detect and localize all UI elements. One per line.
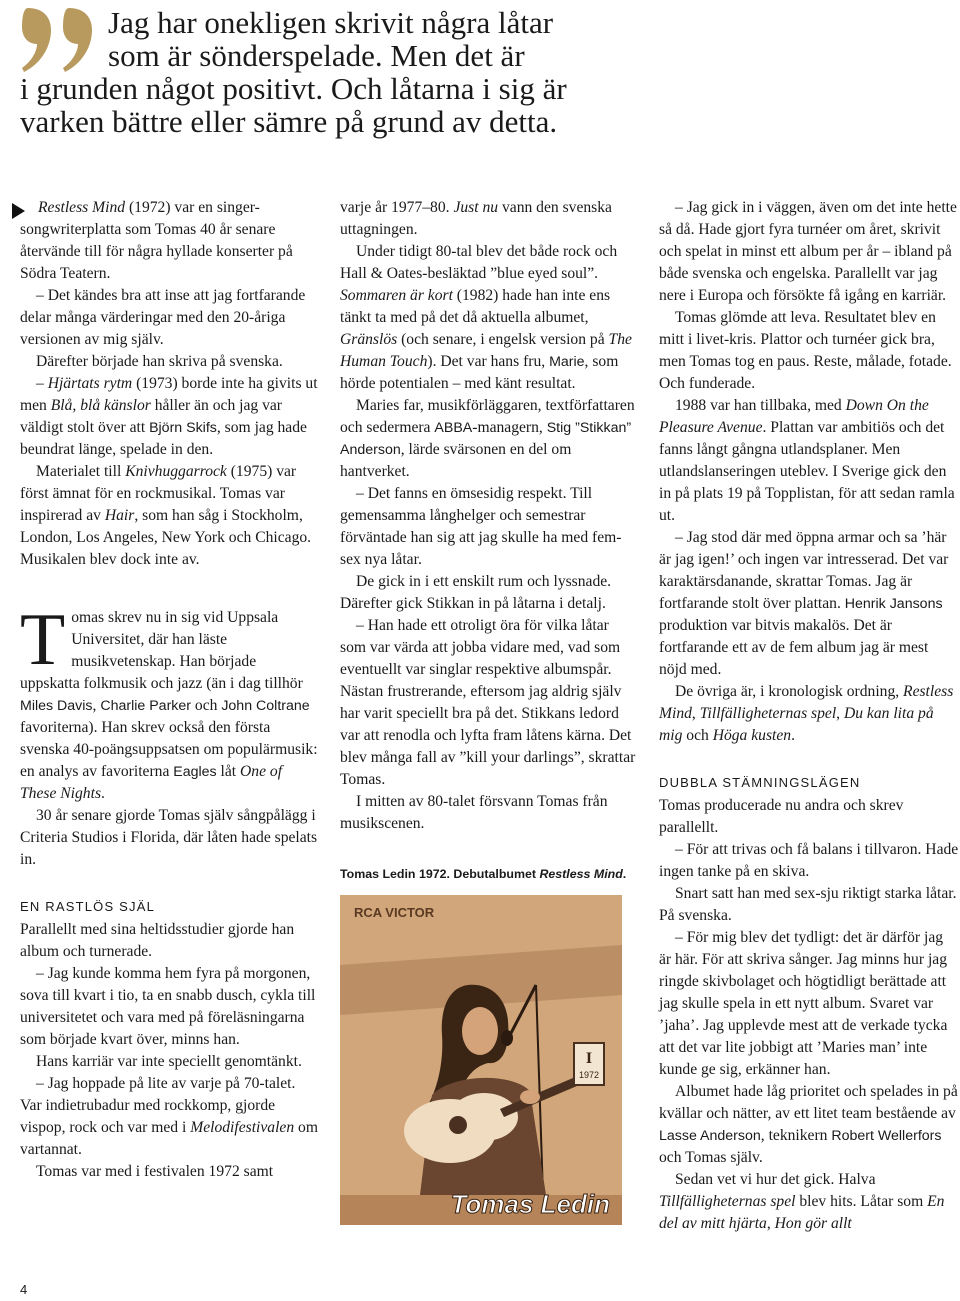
- page-number: 4: [20, 1282, 28, 1297]
- album-logo: RCA VICTOR: [354, 905, 435, 920]
- paragraph: – Jag kunde komma hem fyra på morgonen, sova till kvart i tio, ta en snabb dusch, cykla till universitetet och vara med på föreläsningarna som började kvart över, minns han.: [20, 965, 316, 1048]
- paragraph: Restless Mind (1972) var en singer-songwriterplatta som Tomas 40 år senare återvände till för några hyllade konserter på Södra Teatern.: [20, 199, 293, 282]
- article-column-1: [20, 197, 318, 1183]
- pull-quote-line: i grunden något positivt. Och låtarna i sig är: [20, 71, 567, 106]
- paragraph: – Jag stod där med öppna armar och sa ’här är jag igen!’ och ingen var intresserad. Det var karaktärsdanande, skrattar Tomas. Jag är fortfarande stolt över plattan. Henrik Jansons produktion var bitvis makalös. Det är fortfarande ett av de fem album jag är mest nöjd med.: [659, 529, 949, 678]
- album-cover-photo: [340, 895, 622, 1225]
- paragraph: Under tidigt 80-tal blev det både rock och Hall & Oates-besläktad ”blue eyed soul”. Sommaren är kort (1982) hade han inte ens tänkt ta med på det då aktuella albumet, Gränslös (och senare, i engelsk version på The Human Touch). Det var hans fru, Marie, som hörde potentialen – med känt resultat.: [340, 243, 632, 392]
- paragraph: De övriga är, i kronologisk ordning, Restless Mind, Tillfälligheternas spel, Du kan lita på mig och Höga kusten.: [659, 683, 954, 744]
- paragraph: De gick in i ett enskilt rum och lyssnade. Därefter gick Stikkan in på låtarna i detalj.: [340, 573, 612, 612]
- pull-quote-line: Jag har onekligen skrivit några låtar: [108, 5, 554, 40]
- pull-quote-line: varken bättre eller sämre på grund av detta.: [20, 104, 558, 139]
- paragraph: Snart satt han med sex-sju riktigt starka låtar. På svenska.: [659, 885, 957, 924]
- paragraph: Tomas skrev nu in sig vid Uppsala Universitet, där han läste musikvetenskap. Han började uppskatta folkmusik och jazz (än i dag tillhör Miles Davis, Charlie Parker och John Coltrane favoriterna). Han skrev också den första svenska 40-poängsuppsatsen om populärmusik: en analys av favoriterna Eagles låt One of These Nights.: [20, 599, 318, 802]
- article-column-2: [340, 197, 638, 1232]
- paragraph: Materialet till Knivhuggarrock (1975) var först ämnat för en rockmusikal. Tomas var inspirerad av Hair, som han såg i Stockholm, London, Los Angeles, New York och Chicago. Musikalen blev dock inte av.: [20, 463, 312, 568]
- section-heading: DUBBLA STÄMNINGSLÄGEN: [659, 775, 861, 790]
- pull-quote-line: som är sönderspelade. Men det är: [108, 38, 525, 73]
- paragraph: Albumet hade låg prioritet och spelades in på kvällar och nätter, av ett litet team bestående av Lasse Anderson, teknikern Robert Wellerfors och Tomas själv.: [659, 1083, 958, 1166]
- pull-quote: [20, 6, 620, 138]
- paragraph: Tomas glömde att leva. Resultatet blev en mitt i livet-kris. Plattor och turnéer gick bra, men Tomas tog en paus. Reste, målade, fotade. Och funderade.: [659, 309, 952, 392]
- paragraph: – Han hade ett otroligt öra för vilka låtar som var värda att jobba vidare med, vad som eventuellt var singlar respektive albumspår. Nästan frustrerande, eftersom jag aldrig själv har varit speciellt bra på det. Stikkans ledord var att renodla och lyfta fram låtens kärna. Det blev många fall av ”kill your darlings”, skrattar Tomas.: [340, 617, 636, 788]
- paragraph: – Det kändes bra att inse att jag fortfarande delar många värderingar med den 20-åriga versionen av mig själv.: [20, 287, 306, 348]
- album-artist-name: Tomas Ledin: [450, 1189, 610, 1219]
- article-column-3: [659, 197, 959, 1235]
- paragraph: varje år 1977–80. Just nu vann den svenska uttagningen.: [340, 199, 612, 238]
- paragraph: Tomas producerade nu andra och skrev parallellt.: [659, 797, 904, 836]
- paragraph: Tomas var med i festivalen 1972 samt: [36, 1163, 274, 1180]
- paragraph: 1988 var han tillbaka, med Down On the Pleasure Avenue. Plattan var ambitiös och det fanns långt gångna utlandsplaner. Men utlandslanseringen uteblev. I Sverige gick den in på plats 19 på Topplistan, för att sedan ramla ut.: [659, 397, 955, 524]
- paragraph: Sedan vet vi hur det gick. Halva Tillfälligheternas spel blev hits. Låtar som En del av mitt hjärta, Hon gör allt: [659, 1171, 945, 1232]
- paragraph: Maries far, musikförläggaren, textförfattaren och sedermera ABBA-managern, Stig ”Stikkan” Anderson, lärde svärsonen en del om hantverket.: [340, 397, 635, 480]
- album-badge-year: 1972: [578, 1070, 600, 1080]
- paragraph: 30 år senare gjorde Tomas själv sångpålägg i Criteria Studios i Florida, där låten hade spelats in.: [20, 807, 318, 868]
- paragraph: – För att trivas och få balans i tillvaron. Hade ingen tanke på en skiva.: [659, 841, 959, 880]
- drop-cap: T: [20, 599, 66, 681]
- paragraph: Hans karriär var inte speciellt genomtänkt.: [36, 1053, 302, 1070]
- paragraph: – För mig blev det tydligt: det är därför jag är här. För att skriva sånger. Jag minns hur jag ringde skivbolaget och högtidligt berättade att jag skulle spela in ett nytt album. Svaret var ’jaha’. Jag upplevde mest att de verkade tycka att det var lite jobbigt att ’Maries man’ inte kunde ge sig, erkänner han.: [659, 929, 948, 1078]
- paragraph: – Det fanns en ömsesidig respekt. Till gemensamma långhelger och semestrar förväntade han sig att jag skulle ha med fem-sex nya låtar.: [340, 485, 622, 568]
- paragraph: – Hjärtats rytm (1973) borde inte ha givits ut men Blå, blå känslor håller än och jag var väldigt stolt över att Björn Skifs, som jag hade beundrat länge, spelade in den.: [20, 375, 318, 458]
- paragraph: – Jag gick in i väggen, även om det inte hette så då. Hade gjort fyra turnéer om året, skrivit och spelat in minst ett album per år – ibland på både svenska och engelska. Parallellt var jag nere i Europa och försökte få igång en karriär.: [659, 199, 957, 304]
- album-badge-numeral: I: [585, 1050, 593, 1067]
- photo-caption: Tomas Ledin 1972. Debutalbumet Restless Mind.: [340, 867, 627, 881]
- paragraph: Parallellt med sina heltidsstudier gjorde han album och turnerade.: [20, 921, 295, 960]
- paragraph: – Jag hoppade på lite av varje på 70-talet. Var indietrubadur med rockkomp, gjorde vispop, rock och var med i Melodifestivalen om vartannat.: [20, 1075, 318, 1158]
- paragraph: I mitten av 80-talet försvann Tomas från musikscenen.: [340, 793, 608, 832]
- section-heading: EN RASTLÖS SJÄL: [20, 899, 156, 914]
- paragraph: Därefter började han skriva på svenska.: [36, 353, 283, 370]
